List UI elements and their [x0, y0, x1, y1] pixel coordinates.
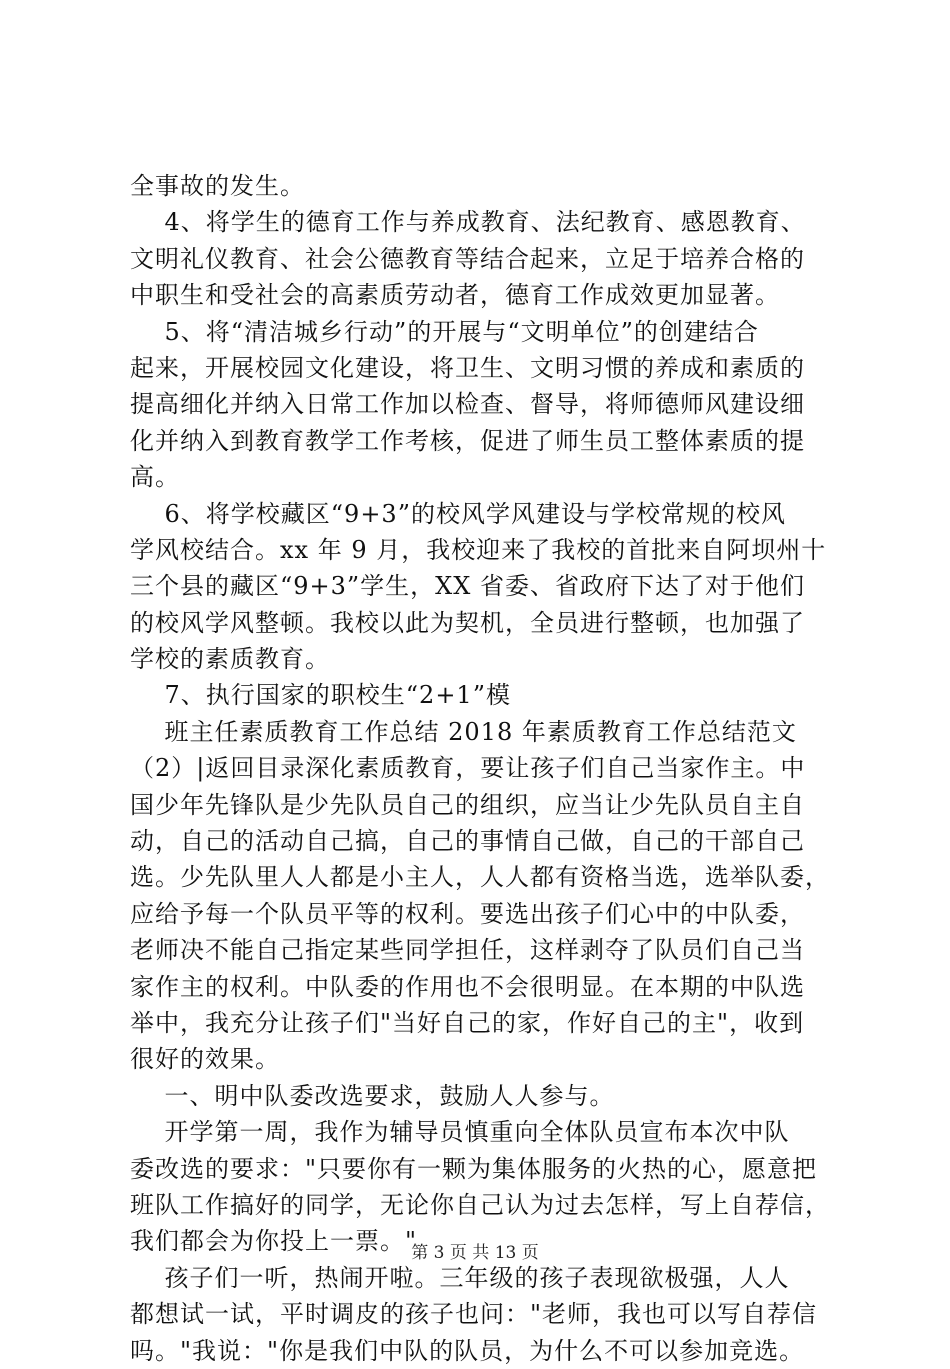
- page-footer: 第 3 页 共 13 页: [411, 1243, 539, 1263]
- text-line: 中职生和受社会的高素质劳动者，德育工作成效更加显著。: [130, 281, 780, 310]
- text-line: 选。少先队里人人都是小主人，人人都有资格当选，选举队委，: [130, 863, 830, 892]
- text-line: 提高细化并纳入日常工作加以检查、督导，将师德师风建设细: [130, 390, 805, 419]
- text-line: 应给予每一个队员平等的权利。要选出孩子们心中的中队委，: [130, 899, 805, 928]
- text-line: 吗。"我说："你是我们中队的队员，为什么不可以参加竞选。: [130, 1336, 805, 1365]
- text-line: 化并纳入到教育教学工作考核，促进了师生员工整体素质的提: [130, 426, 805, 455]
- text-line: 7、执行国家的职校生“2+1”模: [130, 681, 511, 710]
- text-line: 一、明中队委改选要求，鼓励人人参与。: [130, 1081, 615, 1110]
- text-line: 班队工作搞好的同学，无论你自己认为过去怎样，写上自荐信，: [130, 1190, 830, 1219]
- text-line: 孩子们一听，热闹开啦。三年级的孩子表现欲极强，人人: [130, 1263, 790, 1292]
- text-line: 学风校结合。xx 年 9 月，我校迎来了我校的首批来自阿坝州十: [130, 535, 827, 564]
- text-line: 举中，我充分让孩子们"当好自己的家，作好自己的主"，收到: [130, 1008, 805, 1037]
- text-line: 起来，开展校园文化建设，将卫生、文明习惯的养成和素质的: [130, 353, 805, 382]
- text-line: 老师决不能自己指定某些同学担任，这样剥夺了队员们自己当: [130, 936, 805, 965]
- text-line: 三个县的藏区“9+3”学生，XX 省委、省政府下达了对于他们: [130, 572, 805, 601]
- text-line: 很好的效果。: [130, 1045, 280, 1074]
- text-line: 班主任素质教育工作总结 2018 年素质教育工作总结范文: [130, 717, 797, 746]
- text-line: 我们都会为你投上一票。": [130, 1227, 418, 1256]
- text-line: 委改选的要求："只要你有一颗为集体服务的火热的心，愿意把: [130, 1154, 818, 1183]
- text-line: 高。: [130, 463, 180, 492]
- text-line: 全事故的发生。: [130, 172, 305, 200]
- text-line: 5、将“清洁城乡行动”的开展与“文明单位”的创建结合: [130, 317, 759, 346]
- text-line: 开学第一周，我作为辅导员慎重向全体队员宣布本次中队: [130, 1118, 790, 1147]
- text-line: 国少年先锋队是少先队员自己的组织，应当让少先队员自主自: [130, 790, 805, 819]
- text-line: 的校风学风整顿。我校以此为契机，全员进行整顿，也加强了: [130, 608, 805, 637]
- text-line: 学校的素质教育。: [130, 645, 330, 674]
- text-line: 动，自己的活动自己搞，自己的事情自己做，自己的干部自己: [130, 827, 805, 856]
- text-line: 4、将学生的德育工作与养成教育、法纪教育、感恩教育、: [130, 208, 806, 237]
- text-line: 都想试一试，平时调皮的孩子也问："老师，我也可以写自荐信: [130, 1300, 818, 1329]
- text-line: 家作主的权利。中队委的作用也不会很明显。在本期的中队选: [130, 972, 805, 1001]
- text-line: 文明礼仪教育、社会公德教育等结合起来，立足于培养合格的: [130, 244, 805, 273]
- text-line: 6、将学校藏区“9+3”的校风学风建设与学校常规的校风: [130, 499, 786, 528]
- text-line: （2）|返回目录深化素质教育，要让孩子们自己当家作主。中: [130, 754, 806, 783]
- document-body: [130, 168, 830, 1369]
